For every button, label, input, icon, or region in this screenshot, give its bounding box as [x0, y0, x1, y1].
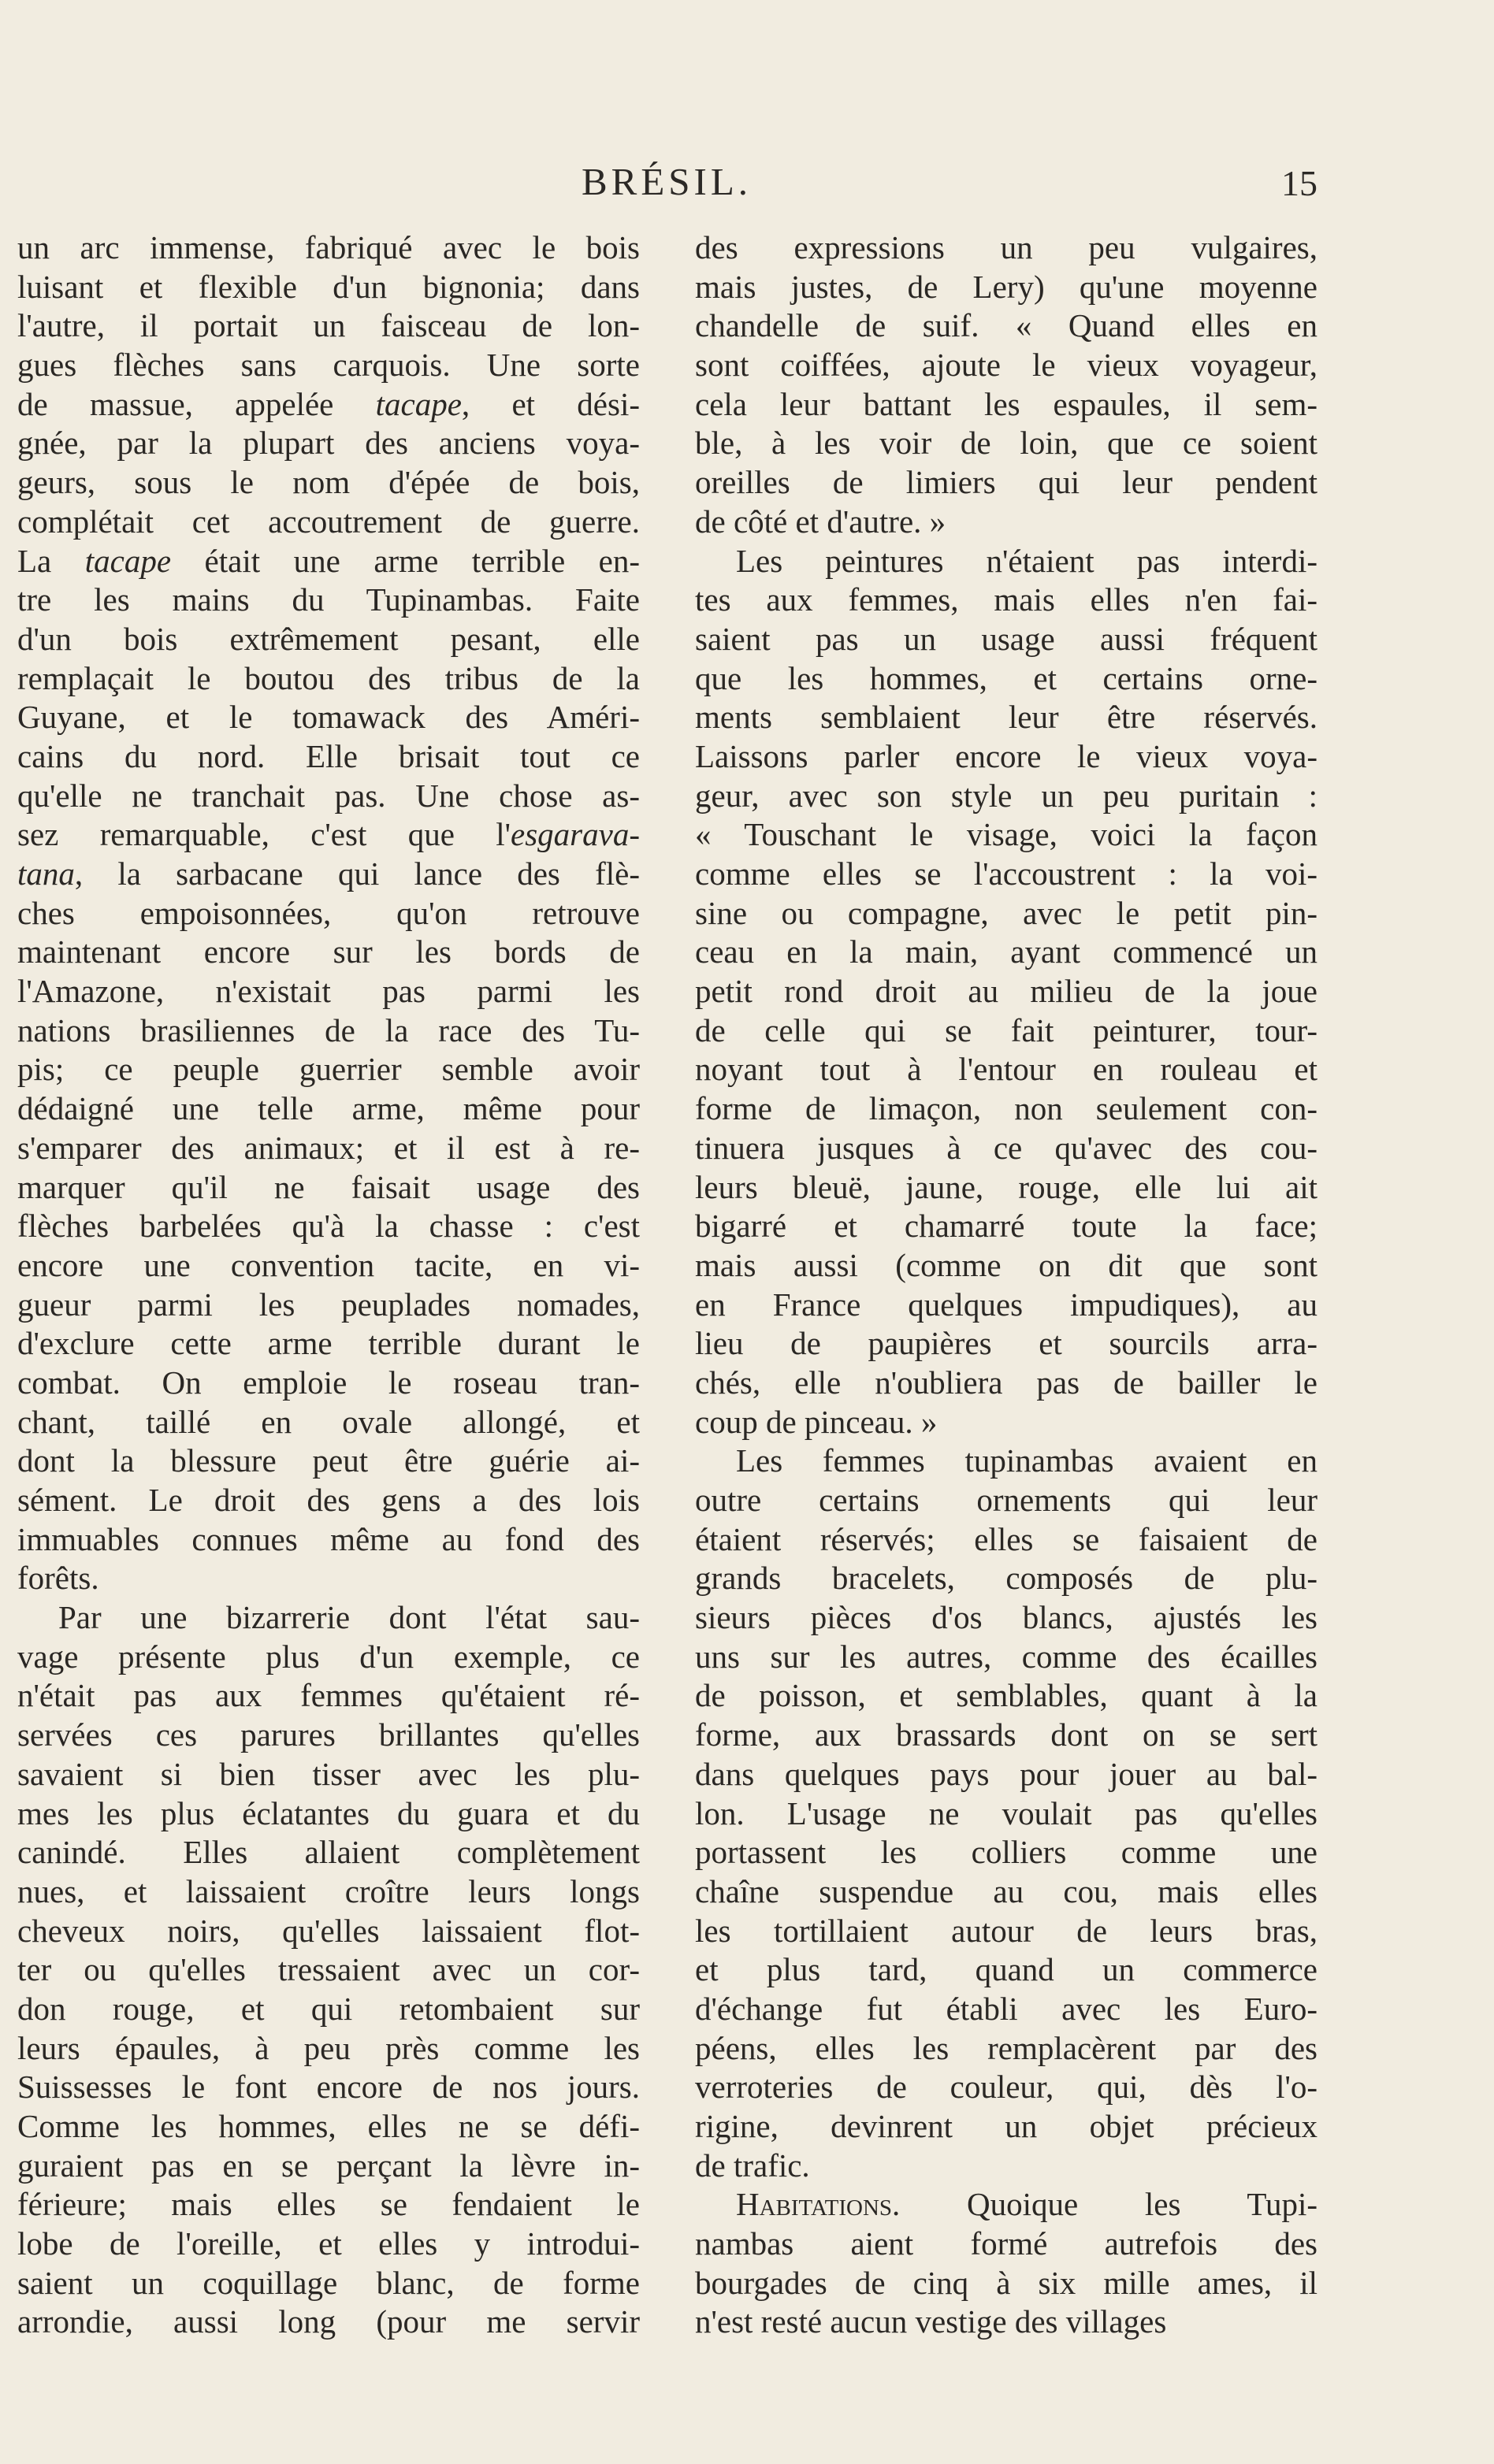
text-line: un arc immense, fabriqué avec le bois: [17, 229, 640, 265]
text-line: qu'elle ne tranchait pas. Une chose as-: [17, 777, 640, 814]
text-line: comme elles se l'accoustrent : la voi-: [695, 855, 1317, 892]
text-line: verroteries de couleur, qui, dès l'o-: [695, 2069, 1317, 2106]
running-head: [0, 159, 1494, 206]
text-line: uns sur les autres, comme des écailles: [695, 1638, 1317, 1675]
text-line: n'était pas aux femmes qu'étaient ré-: [17, 1677, 640, 1714]
text-line: les tortillaient autour de leurs bras,: [695, 1912, 1317, 1949]
text-line: mais justes, de Lery) qu'une moyenne: [695, 268, 1317, 305]
text-line: flèches barbelées qu'à la chasse : c'est: [17, 1208, 640, 1245]
text-line: sieurs pièces d'os blancs, ajustés les: [695, 1599, 1317, 1636]
text-line: ches empoisonnées, qu'on retrouve: [17, 894, 640, 931]
text-line: savaient si bien tisser avec les plu-: [17, 1755, 640, 1792]
text-line: de côté et d'autre. »: [695, 503, 946, 540]
text-line: leurs épaules, à peu près comme les: [17, 2029, 640, 2066]
text-line: gueur parmi les peuplades nomades,: [17, 1286, 640, 1323]
text-line: sine ou compagne, avec le petit pin-: [695, 894, 1317, 931]
text-line: Laissons parler encore le vieux voya-: [695, 737, 1317, 774]
text-line: lobe de l'oreille, et elles y introdui-: [17, 2225, 640, 2262]
text-line: ments semblaient leur être réservés.: [695, 699, 1317, 736]
text-line: cela leur battant les espaules, il sem-: [695, 385, 1317, 422]
text-line: dédaigné une telle arme, même pour: [17, 1090, 640, 1127]
text-line: maintenant encore sur les bords de: [17, 933, 640, 970]
text-line: petit rond droit au milieu de la joue: [695, 973, 1317, 1010]
text-line: tana, la sarbacane qui lance des flè-: [17, 855, 640, 892]
text-line: l'Amazone, n'existait pas parmi les: [17, 973, 640, 1010]
text-line: que les hommes, et certains orne-: [695, 659, 1317, 696]
text-line: leurs bleuë, jaune, rouge, elle lui ait: [695, 1168, 1317, 1205]
text-line: rigine, devinrent un objet précieux: [695, 2108, 1317, 2144]
text-line: marquer qu'il ne faisait usage des: [17, 1168, 640, 1205]
text-line: encore une convention tacite, en vi-: [17, 1246, 640, 1283]
text-line: dont la blessure peut être guérie ai-: [17, 1442, 640, 1479]
text-line: bigarré et chamarré toute la face;: [695, 1208, 1317, 1245]
text-column-left: [17, 228, 640, 2342]
text-line: geurs, sous le nom d'épée de bois,: [17, 464, 640, 501]
text-line: cains du nord. Elle brisait tout ce: [17, 737, 640, 774]
text-line: nambas aient formé autrefois des: [695, 2225, 1317, 2262]
text-line: en France quelques impudiques), au: [695, 1286, 1317, 1323]
text-line: forme, aux brassards dont on se sert: [695, 1716, 1317, 1753]
text-line: combat. On emploie le roseau tran-: [17, 1364, 640, 1401]
text-line: chant, taillé en ovale allongé, et: [17, 1403, 640, 1440]
text-line: Habitations. Quoique les Tupi-: [736, 2186, 1317, 2223]
text-line: guraient pas en se perçant la lèvre in-: [17, 2147, 640, 2184]
text-line: gues flèches sans carquois. Une sorte: [17, 347, 640, 384]
text-line: servées ces parures brillantes qu'elles: [17, 1716, 640, 1753]
text-line: saient un coquillage blanc, de forme: [17, 2264, 640, 2301]
text-line: ter ou qu'elles tressaient avec un cor-: [17, 1951, 640, 1988]
text-line: sément. Le droit des gens a des lois: [17, 1482, 640, 1518]
text-line: arrondie, aussi long (pour me servir: [17, 2303, 640, 2340]
text-line: férieure; mais elles se fendaient le: [17, 2186, 640, 2223]
text-line: forme de limaçon, non seulement con-: [695, 1090, 1317, 1127]
text-line: forêts.: [17, 1560, 99, 1597]
text-line: chés, elle n'oubliera pas de bailler le: [695, 1364, 1317, 1401]
text-line: vage présente plus d'un exemple, ce: [17, 1638, 640, 1675]
text-line: Par une bizarrerie dont l'état sau-: [58, 1599, 640, 1636]
text-line: sez remarquable, c'est que l'esgarava-: [17, 816, 640, 853]
text-line: saient pas un usage aussi fréquent: [695, 620, 1317, 657]
text-line: pis; ce peuple guerrier semble avoir: [17, 1051, 640, 1088]
text-line: mais aussi (comme on dit que sont: [695, 1246, 1317, 1283]
text-line: Guyane, et le tomawack des Améri-: [17, 699, 640, 736]
text-line: n'est resté aucun vestige des villages: [695, 2303, 1167, 2340]
text-line: gnée, par la plupart des anciens voya-: [17, 425, 640, 462]
text-line: ble, à les voir de loin, que ce soient: [695, 425, 1317, 462]
text-line: bourgades de cinq à six mille ames, il: [695, 2264, 1317, 2301]
text-line: dans quelques pays pour jouer au bal-: [695, 1755, 1317, 1792]
text-line: ceau en la main, ayant commencé un: [695, 933, 1317, 970]
text-line: « Touschant le visage, voici la façon: [695, 816, 1317, 853]
text-line: de poisson, et semblables, quant à la: [695, 1677, 1317, 1714]
text-line: Les peintures n'étaient pas interdi-: [736, 542, 1317, 579]
text-line: complétait cet accoutrement de guerre.: [17, 503, 640, 540]
text-line: péens, elles les remplacèrent par des: [695, 2029, 1317, 2066]
text-line: mes les plus éclatantes du guara et du: [17, 1794, 640, 1831]
text-line: coup de pinceau. »: [695, 1403, 938, 1440]
text-line: La tacape était une arme terrible en-: [17, 542, 640, 579]
text-line: l'autre, il portait un faisceau de lon-: [17, 307, 640, 344]
text-line: d'exclure cette arme terrible durant le: [17, 1325, 640, 1362]
text-line: d'échange fut établi avec les Euro-: [695, 1990, 1317, 2027]
text-line: chaîne suspendue au cou, mais elles: [695, 1872, 1317, 1909]
text-line: don rouge, et qui retombaient sur: [17, 1990, 640, 2027]
text-line: tre les mains du Tupinambas. Faite: [17, 581, 640, 618]
page-number: 15: [1281, 163, 1317, 203]
text-line: luisant et flexible d'un bignonia; dans: [17, 268, 640, 305]
text-line: Les femmes tupinambas avaient en: [736, 1442, 1317, 1479]
text-line: et plus tard, quand un commerce: [695, 1951, 1317, 1988]
text-line: grands bracelets, composés de plu-: [695, 1560, 1317, 1597]
text-line: noyant tout à l'entour en rouleau et: [695, 1051, 1317, 1088]
text-line: des expressions un peu vulgaires,: [695, 229, 1317, 265]
text-line: immuables connues même au fond des: [17, 1520, 640, 1557]
text-line: nues, et laissaient croître leurs longs: [17, 1872, 640, 1909]
text-line: lieu de paupières et sourcils arra-: [695, 1325, 1317, 1362]
text-line: sont coiffées, ajoute le vieux voyageur,: [695, 347, 1317, 384]
text-line: de massue, appelée tacape, et dési-: [17, 385, 640, 422]
text-line: outre certains ornements qui leur: [695, 1482, 1317, 1518]
text-line: lon. L'usage ne voulait pas qu'elles: [695, 1794, 1317, 1831]
text-line: s'emparer des animaux; et il est à re-: [17, 1129, 640, 1166]
text-line: remplaçait le boutou des tribus de la: [17, 659, 640, 696]
text-line: Comme les hommes, elles ne se défi-: [17, 2108, 640, 2144]
text-line: portassent les colliers comme une: [695, 1834, 1317, 1871]
text-line: nations brasiliennes de la race des Tu-: [17, 1011, 640, 1048]
text-line: cheveux noirs, qu'elles laissaient flot-: [17, 1912, 640, 1949]
text-line: tes aux femmes, mais elles n'en fai-: [695, 581, 1317, 618]
text-line: oreilles de limiers qui leur pendent: [695, 464, 1317, 501]
text-line: de trafic.: [695, 2147, 810, 2184]
text-line: Suissesses le font encore de nos jours.: [17, 2069, 640, 2106]
text-line: geur, avec son style un peu puritain :: [695, 777, 1317, 814]
text-line: d'un bois extrêmement pesant, elle: [17, 620, 640, 657]
text-line: de celle qui se fait peinturer, tour-: [695, 1011, 1317, 1048]
text-line: étaient réservés; elles se faisaient de: [695, 1520, 1317, 1557]
text-column-right: [695, 228, 1317, 2342]
text-line: canindé. Elles allaient complètement: [17, 1834, 640, 1871]
running-title: BRÉSIL.: [582, 160, 753, 203]
text-line: chandelle de suif. « Quand elles en: [695, 307, 1317, 344]
text-line: tinuera jusques à ce qu'avec des cou-: [695, 1129, 1317, 1166]
